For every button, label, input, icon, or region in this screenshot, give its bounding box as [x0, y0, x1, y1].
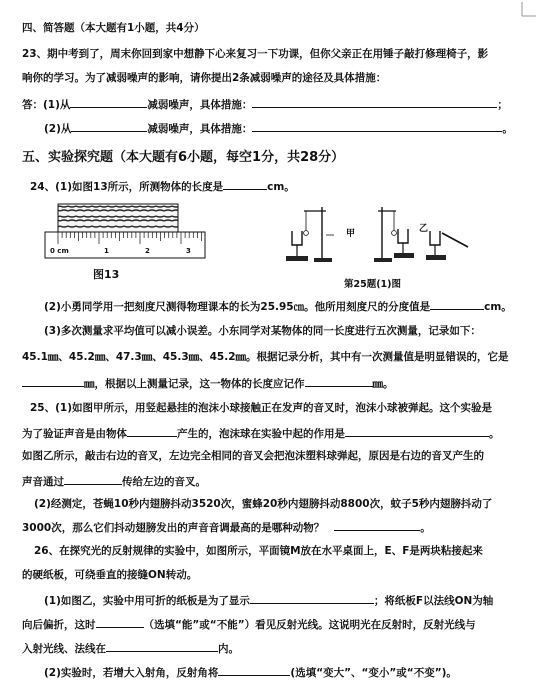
q24-length-blank[interactable] — [223, 178, 267, 190]
q26-angle-change-blank[interactable] — [218, 664, 290, 676]
q26-line3-end: ；将纸板F以法线ON为轴 — [373, 595, 494, 607]
q26-line3 — [44, 592, 493, 608]
q25-line6-end: 。 — [420, 522, 431, 534]
q23-line2: 响你的学习。为了减弱噪声的影响，请你提出2条减弱噪声的途径及具体措施： — [22, 72, 387, 84]
q26-can-see-blank[interactable] — [96, 616, 144, 628]
q25-line4-prefix: 声音通过 — [22, 476, 64, 488]
ruler-tick-label-1: 1 — [104, 247, 109, 255]
section5-title: 五、实验探究题（本大题有6小题，每空1分，共28分） — [22, 150, 345, 165]
q23-line1: 23、期中考到了，周末你回到家中想静下心来复习一下功课，但你父亲正在用锤子敲打修理椅子，影 — [22, 48, 489, 60]
answer-1-path-blank[interactable] — [70, 96, 147, 108]
q26-line5-prefix: 入射光线、法线在 — [22, 643, 106, 655]
answer-1-mid: 减弱噪声，具体措施： — [147, 99, 253, 111]
q25-animal-blank[interactable] — [334, 519, 420, 531]
q24-line1 — [30, 178, 295, 194]
q26-line3-prefix: (1)如图乙，实验中用可折的纸板是为了显示 — [44, 595, 250, 607]
q24-part2 — [44, 298, 512, 314]
q25-line2-end: 。 — [489, 428, 500, 440]
q26-plane-blank[interactable] — [106, 640, 218, 652]
figure-25-caption: 第25题(1)图 — [344, 279, 402, 290]
q25-line1: 25、(1)如图甲所示，用竖起悬挂的泡沫小球接触正在发声的音叉时，泡沫小球被弹起。这个实验是 — [30, 402, 493, 414]
q24-division-blank[interactable] — [430, 298, 484, 310]
q25-source-blank[interactable] — [127, 425, 177, 437]
answer-2-end: 。 — [502, 123, 513, 135]
answer-2-measure-blank[interactable] — [252, 120, 502, 132]
answer-line-2 — [44, 120, 513, 136]
q25-line6-prefix: 3000次，那么它们抖动翅膀发出的声音音调最高的是哪种动物？ — [22, 522, 325, 534]
q24-average-blank[interactable] — [305, 375, 373, 387]
q25-line4 — [22, 473, 206, 489]
q26-display-blank[interactable] — [250, 592, 374, 604]
q26-line1: 26、在探究光的反射规律的实验中，如图所示，平面镜M放在水平桌面上，E、F是两块粘接起来 — [34, 545, 483, 557]
q25-function-blank[interactable] — [345, 425, 489, 437]
answer-1-end: ； — [497, 99, 508, 111]
q25-line5: (2)经测定，苍蝇10秒内翅膀抖动3520次，蜜蜂20秒内翅膀抖动8800次，蚊子5秒内翅膀抖动了 — [34, 498, 493, 510]
q26-line5-end: 内。 — [218, 643, 239, 655]
answer-2-path-blank[interactable] — [71, 120, 147, 132]
q24-line1-text: 24、(1)如图13所示，所测物体的长度是 — [30, 181, 224, 193]
ruler-tick-label-2: 2 — [145, 247, 150, 255]
q26-line2: 的硬纸板，可绕垂直的接缝ON转动。 — [22, 569, 198, 581]
q24-part3-line3 — [22, 375, 394, 391]
q26-line4 — [22, 616, 476, 632]
q26-line5 — [22, 640, 239, 656]
q25-line6 — [22, 519, 431, 535]
section4-title: 四、简答题（本大题有1小题，共4分） — [22, 22, 205, 34]
q25-line2 — [22, 425, 500, 441]
q25-medium-blank[interactable] — [64, 473, 122, 485]
q24-part3-line1: (3)多次测量求平均值可以减小误差。小东同学对某物体的同一长度进行五次测量，记录如下： — [44, 325, 481, 337]
figure-label-jia: 甲 — [346, 229, 356, 239]
q24-part3-line2: 45.1㎜、45.2㎜、47.3㎜、45.3㎜、45.2㎜。根据记录分析，其中有一次测量值是明显错误的，它是 — [22, 351, 509, 363]
figure-label-yi: 乙 — [419, 224, 429, 234]
q24-part2-text: (2)小勇同学用一把刻度尺测得物理课本的长为25.95㎝。他所用刻度尺的分度值是 — [44, 301, 431, 313]
q24-part2-unit: cm。 — [484, 301, 512, 313]
q26-line6-end: (选填“变大”、“变小”或“不变”)。 — [290, 667, 457, 679]
answer-label: 答： — [22, 99, 43, 111]
q24-wrong-value-blank[interactable] — [22, 375, 84, 387]
q24-part3-unit: ㎜。 — [372, 378, 394, 390]
answer-1-measure-blank[interactable] — [252, 96, 497, 108]
figure-25-apparatus — [282, 203, 477, 273]
q26-line6 — [44, 664, 457, 680]
answer-2-mid: 减弱噪声，具体措施： — [147, 123, 253, 135]
apparatus-yi — [374, 207, 468, 262]
q25-line2-mid: 产生的，泡沫球在实验中起的作用是 — [177, 428, 345, 440]
answer-1-prefix: (1)从 — [43, 99, 71, 111]
q25-line3: 如图乙所示，敲击右边的音叉，左边完全相同的音叉会把泡沫塑料球弹起，原因是右边的音叉产生的 — [22, 450, 484, 462]
apparatus-jia — [286, 207, 334, 262]
page-corner-mark — [518, 2, 538, 22]
q26-line4-prefix: 向后偏折，这时 — [22, 619, 96, 631]
q25-line2-prefix: 为了验证声音是由物体 — [22, 428, 127, 440]
q26-line4-mid: （选填“能”或“不能”）看见反射光线。这说明光在反射时，反射光线与 — [143, 619, 476, 631]
answer-2-prefix: (2)从 — [44, 123, 72, 135]
q24-part3-text: ㎜，根据以上测量记录，这一物体的长度应记作 — [84, 378, 305, 390]
q24-line1-unit: cm。 — [267, 181, 295, 193]
ruler-zero-label: 0 cm — [50, 247, 69, 255]
q25-line4-end: 传给左边的音叉。 — [122, 476, 206, 488]
figure-13-caption: 图13 — [93, 268, 120, 281]
q26-line6-prefix: (2)实验时，若增大入射角，反射角将 — [44, 667, 219, 679]
answer-line-1 — [22, 96, 508, 112]
ruler-tick-label-3: 3 — [186, 247, 191, 255]
wooden-block — [58, 204, 178, 232]
